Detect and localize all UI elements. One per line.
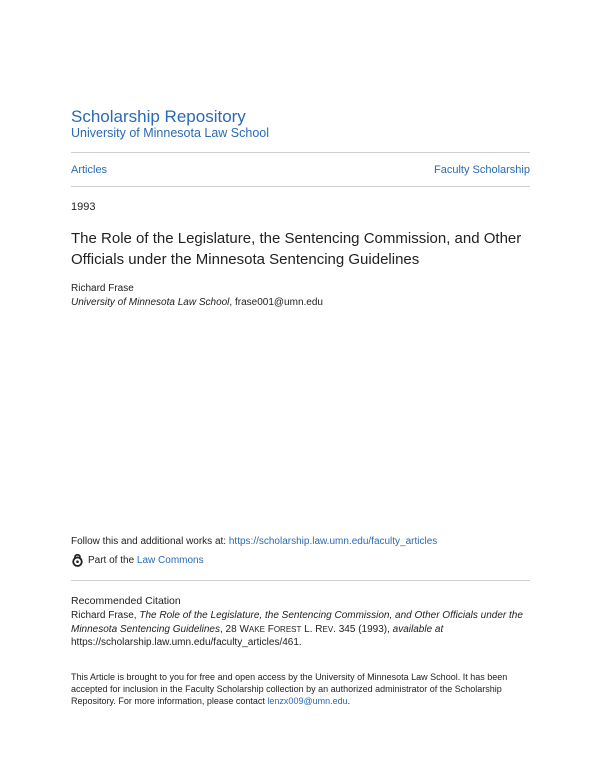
citation-volume: , 28 <box>219 623 240 635</box>
author-email: , frase001@umn.edu <box>229 297 323 308</box>
contact-email-link[interactable]: lenzx009@umn.edu <box>267 696 348 706</box>
journal-ev: EV <box>322 624 334 634</box>
author-affiliation <box>71 297 323 308</box>
notice-text: This Article is brought to you for free and open access by the University of Minnesota Law School. It has been accepted for inclusion in the Faculty Scholarship collection by an authorized administrator of the Scholarship Repository. For more information, please contact <box>71 672 508 706</box>
articles-link[interactable]: Articles <box>71 164 108 176</box>
affiliation-text: University of Minnesota Law School <box>71 297 230 308</box>
divider-top <box>71 152 530 153</box>
part-of-text: Part of the <box>88 555 135 566</box>
faculty-articles-link[interactable]: https://scholarship.law.umn.edu/faculty_articles <box>228 536 438 547</box>
faculty-scholarship-link[interactable]: Faculty Scholarship <box>434 164 530 176</box>
citation-end: . <box>298 637 302 648</box>
citation-title: The Role of the Legislature, the Sentencing Commission, and Other Officials under the Minnesota Sentencing Guidelines <box>71 610 523 635</box>
journal-w: W <box>239 623 249 635</box>
recommended-citation-heading: Recommended Citation <box>71 595 181 607</box>
journal-orest: OREST <box>273 624 302 634</box>
access-notice <box>71 671 531 707</box>
author-name: Richard Frase <box>71 283 134 294</box>
journal-ake: AKE <box>248 624 265 634</box>
follow-text: Follow this and additional works at: <box>71 536 229 547</box>
repository-subtitle[interactable]: University of Minnesota Law School <box>71 126 270 140</box>
open-access-icon <box>71 554 84 567</box>
citation-url[interactable]: https://scholarship.law.umn.edu/faculty_articles/461 <box>71 637 299 648</box>
law-commons-link[interactable]: Law Commons <box>136 555 204 566</box>
citation-text <box>71 609 531 650</box>
notice-end: . <box>347 696 351 706</box>
available-at: available at <box>392 623 444 635</box>
journal-f: F <box>264 623 274 635</box>
journal-l: L. R <box>301 623 323 635</box>
divider-citation <box>71 580 530 581</box>
part-of-line <box>71 554 204 567</box>
citation-pages: . 345 (1993), <box>333 623 393 635</box>
repository-title[interactable]: Scholarship Repository <box>71 107 246 126</box>
article-title: The Role of the Legislature, the Sentencing Commission, and Other Officials under the Minnesota Sentencing Guidelines <box>71 230 522 268</box>
citation-author: Richard Frase, <box>71 610 140 621</box>
follow-line <box>71 536 437 547</box>
publication-year: 1993 <box>71 201 96 213</box>
divider-nav <box>71 186 530 187</box>
